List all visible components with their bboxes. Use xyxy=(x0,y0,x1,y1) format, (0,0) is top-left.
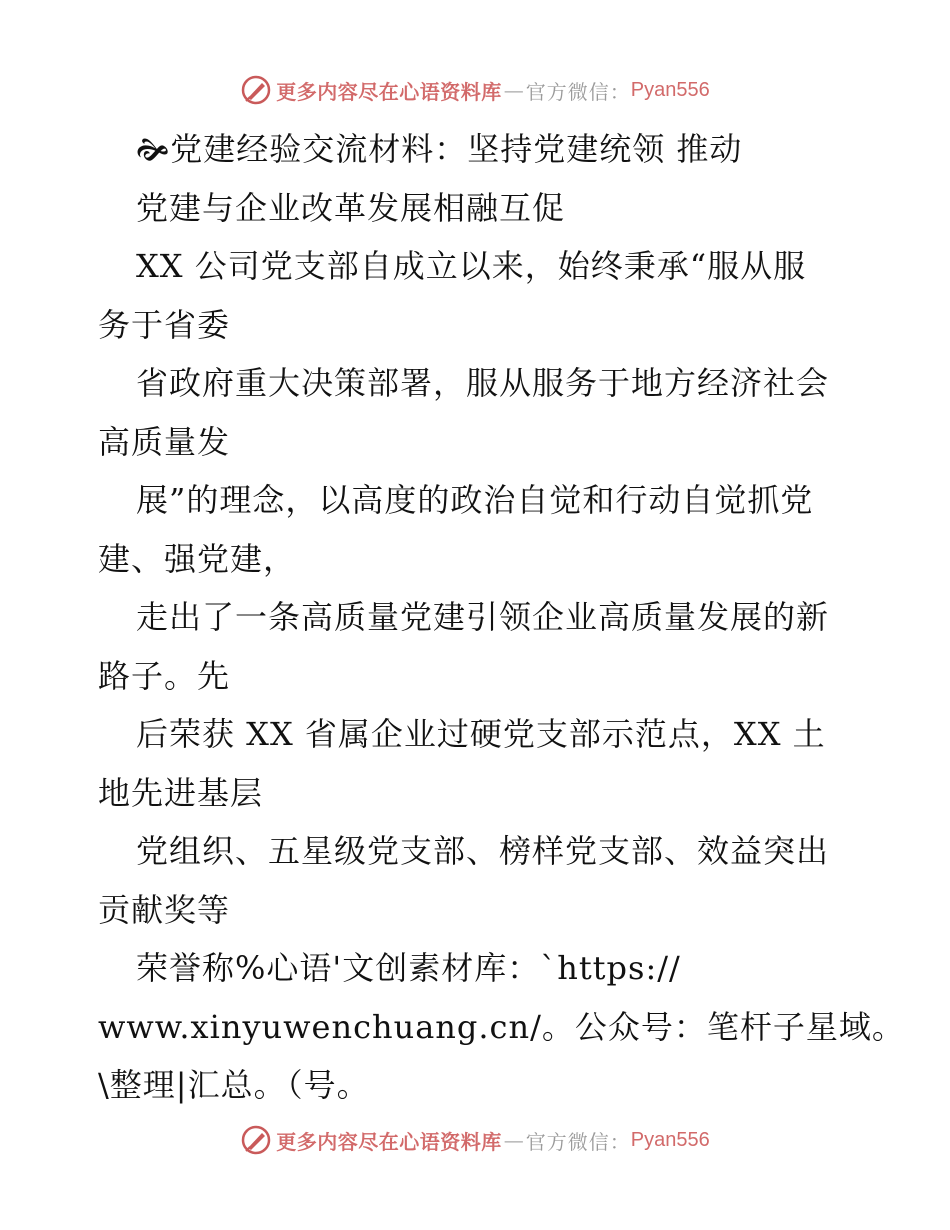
paragraph-line: \整理|汇总。（号。 xyxy=(98,1066,370,1104)
banner-brand-text: 更多内容尽在心语资料库 xyxy=(276,79,502,104)
banner-official-label: 官方微信： xyxy=(525,79,631,104)
paragraph-line: 贡献奖等 xyxy=(98,890,231,929)
paragraph-line: 建、强党建， xyxy=(98,539,297,578)
paragraph-line: 荣誉称%心语'文创素材库：`https:// xyxy=(136,949,681,987)
paragraph-line: 省政府重大决策部署，服从服务于地方经济社会 xyxy=(136,364,830,402)
banner-official-label: 官方微信： xyxy=(525,1129,631,1154)
banner-account-id: Pyan556 xyxy=(630,78,710,101)
document-title-line-2: 党建与企业改革发展相融互促 xyxy=(136,188,566,227)
paragraph-line: XX 公司党支部自成立以来，始终秉承“服从服 xyxy=(136,247,807,285)
paragraph-line: 党组织、五星级党支部、榜样党支部、效益突出 xyxy=(136,832,830,870)
banner-brand-text: 更多内容尽在心语资料库 xyxy=(276,1129,502,1154)
title-text-1: 党建经验交流材料：坚持党建统领 推动 xyxy=(170,130,743,168)
paragraph-line: 后荣获 XX 省属企业过硬党支部示范点，XX 土 xyxy=(136,715,826,753)
paragraph-line: 地先进基层 xyxy=(98,773,264,812)
banner-account-id: Pyan556 xyxy=(630,1128,710,1151)
quill-logo-icon xyxy=(240,74,272,106)
paragraph-line: 务于省委 xyxy=(98,305,231,344)
paragraph-line: 路子。先 xyxy=(98,656,231,695)
banner-dash: — xyxy=(503,78,524,102)
footer-watermark-banner xyxy=(0,1120,950,1160)
document-body xyxy=(98,120,905,1115)
document-title-line-1 xyxy=(98,120,898,179)
header-watermark-banner xyxy=(0,70,950,110)
paragraph-line: 高质量发 xyxy=(98,422,231,461)
website-url-line: www.xinyuwenchuang.cn/。公众号：笔杆子星域。 xyxy=(98,1007,905,1046)
paragraph-line: 展”的理念，以高度的政治自觉和行动自觉抓党 xyxy=(136,481,814,519)
quill-logo-icon xyxy=(240,1124,272,1156)
floral-heart-icon: 🙞 xyxy=(136,133,171,168)
banner-dash: — xyxy=(503,1128,524,1152)
paragraph-line: 走出了一条高质量党建引领企业高质量发展的新 xyxy=(136,598,830,636)
